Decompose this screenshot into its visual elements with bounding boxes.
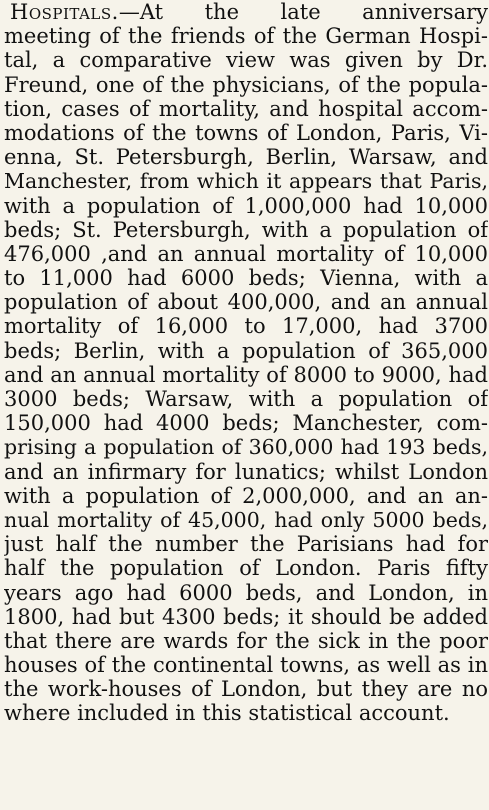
article-line-24: half the population of London. Paris fifty (4, 556, 488, 581)
article-line-14: mortality of 16,000 to 17,000, had 3700 (4, 314, 488, 339)
article-line-21: with a population of 2,000,000, and an an- (4, 483, 488, 508)
article-line-28: houses of the continental towns, as well as in (4, 653, 488, 678)
article-line-19: prising a population of 360,000 had 193 beds, (4, 435, 488, 460)
article-line-9: with a population of 1,000,000 had 10,000 (4, 193, 488, 218)
article-line-17: 3000 beds; Warsaw, with a population of (4, 387, 488, 411)
article-line-11: 476,000 ,and an annual mortality of 10,000 (4, 241, 488, 266)
article-line-27: that there are wards for the sick in the poor (4, 628, 488, 653)
article-line-8: Manchester, from which it appears that Paris, (4, 169, 488, 194)
article-line-26: 1800, had but 4300 beds; it should be added (4, 604, 488, 629)
article-line-12: to 11,000 had 6000 beds; Vienna, with a (4, 266, 488, 291)
article-line-2: meeting of the friends of the German Hospi- (4, 24, 488, 49)
article-line-3: tal, a comparative view was given by Dr. (4, 48, 488, 73)
article-line-1 (4, 0, 488, 24)
article-line-18: 150,000 had 4000 beds; Manchester, com- (4, 411, 488, 436)
article-line-5: tion, cases of mortality, and hospital accom- (4, 96, 488, 121)
article-line-10: beds; St. Petersburgh, with a population of (4, 217, 488, 242)
article-line-15: beds; Berlin, with a population of 365,000 (4, 338, 488, 363)
article-line-7: enna, St. Petersburgh, Berlin, Warsaw, and (4, 145, 488, 170)
article-line-6: modations of the towns of London, Paris, Vi- (4, 120, 488, 145)
article-line-22: nual mortality of 45,000, had only 5000 beds, (4, 507, 488, 532)
article-line-30: where included in this statistical account. (4, 701, 450, 726)
article-line-1-text: —At the late anniversary (118, 0, 488, 24)
article-line-13: population of about 400,000, and an annual (4, 290, 488, 315)
article-line-4: Freund, one of the physicians, of the popula- (4, 72, 488, 97)
article-heading: Hospitals. (10, 0, 119, 24)
article-line-29: the work-houses of London, but they are no (4, 677, 488, 702)
article-line-23: just half the number the Parisians had for (4, 532, 488, 557)
article-line-16: and an annual mortality of 8000 to 9000, had (4, 362, 488, 387)
hospitals-article (4, 0, 488, 726)
article-line-25: years ago had 6000 beds, and London, in (4, 580, 488, 605)
article-line-20: and an infirmary for lunatics; whilst London (4, 459, 488, 484)
